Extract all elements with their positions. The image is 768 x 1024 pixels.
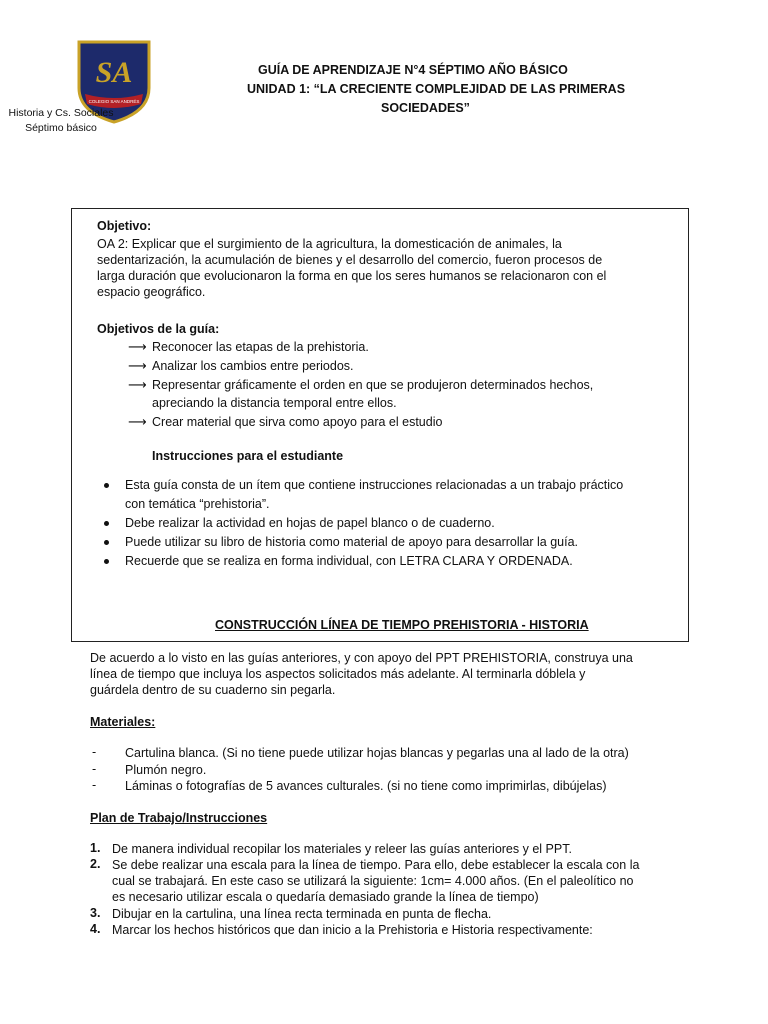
unit-title: UNIDAD 1: “LA CRECIENTE COMPLEJIDAD DE LAS PRIMERAS — [247, 82, 626, 96]
material-item: Láminas o fotografías de 5 avances culturales. (si no tiene como imprimirlas, dibújelas) — [125, 779, 607, 793]
dash-marker: - — [92, 745, 97, 759]
bullet-icon — [104, 559, 109, 564]
instruction-item: Puede utilizar su libro de historia como material de apoyo para desarrollar la guía. — [125, 535, 579, 549]
guide-objective-item: Analizar los cambios entre periodos. — [152, 359, 354, 373]
step-number: 2. — [90, 857, 101, 871]
material-item: Plumón negro. — [125, 763, 207, 777]
guide-objective-item: Crear material que sirva como apoyo para el estudio — [152, 415, 443, 429]
materials-heading: Materiales: — [90, 715, 156, 729]
grade-level: Séptimo básico — [25, 122, 97, 134]
objective-line: espacio geográfico. — [97, 285, 206, 299]
step-number: 3. — [90, 906, 101, 920]
bullet-icon — [104, 483, 109, 488]
instruction-item: Debe realizar la actividad en hojas de papel blanco o de cuaderno. — [125, 516, 495, 530]
objective-line: larga duración que evolucionaron la forma en que los seres humanos se relacionaron con el — [97, 269, 607, 283]
plan-step-line: Dibujar en la cartulina, una línea recta terminada en punta de flecha. — [112, 907, 492, 921]
instruction-item: Recuerde que se realiza en forma individual, con LETRA CLARA Y ORDENADA. — [125, 554, 573, 568]
dash-marker: - — [92, 762, 97, 776]
logo-letters: SA — [95, 56, 133, 89]
arrow-icon: ⟶ — [128, 414, 147, 429]
plan-step-line: Marcar los hechos históricos que dan inicio a la Prehistoria e Historia respectivamente: — [112, 923, 593, 937]
instructions-heading: Instrucciones para el estudiante — [152, 449, 344, 463]
bullet-icon — [104, 521, 109, 526]
step-number: 1. — [90, 841, 101, 855]
guide-objectives-heading: Objetivos de la guía: — [97, 322, 220, 336]
objective-line: sedentarización, la acumulación de bienes y el desarrollo del comercio, fueron procesos de — [97, 253, 603, 267]
intro-line: De acuerdo a lo visto en las guías anteriores, y con apoyo del PPT PREHISTORIA, construya una — [90, 651, 633, 665]
guide-objective-item: Representar gráficamente el orden en que se produjeron determinados hechos, — [152, 378, 594, 392]
bullet-icon — [104, 540, 109, 545]
arrow-icon: ⟶ — [128, 339, 147, 354]
material-item: Cartulina blanca. (Si no tiene puede utilizar hojas blancas y pegarlas una al lado de la otra) — [125, 746, 629, 760]
intro-line: guárdela dentro de su cuaderno sin pegarla. — [90, 683, 336, 697]
plan-heading: Plan de Trabajo/Instrucciones — [90, 811, 268, 825]
dash-marker: - — [92, 778, 97, 792]
objective-line: OA 2: Explicar que el surgimiento de la agricultura, la domesticación de animales, la — [97, 237, 562, 251]
guide-objective-item-continuation: apreciando la distancia temporal entre ellos. — [152, 396, 397, 410]
section-title: CONSTRUCCIÓN LÍNEA DE TIEMPO PREHISTORIA - HISTORIA — [215, 618, 589, 632]
arrow-icon: ⟶ — [128, 377, 147, 392]
plan-step-line: De manera individual recopilar los materiales y releer las guías anteriores y el PPT. — [112, 842, 572, 856]
plan-step-line: Se debe realizar una escala para la línea de tiempo. Para ello, debe establecer la escala con la — [112, 858, 640, 872]
intro-line: línea de tiempo que incluya los aspectos solicitados más adelante. Al terminarla dóblela y — [90, 667, 586, 681]
guide-title: GUÍA DE APRENDIZAJE N°4 SÉPTIMO AÑO BÁSICO — [258, 63, 568, 77]
instruction-item: Esta guía consta de un ítem que contiene instrucciones relacionadas a un trabajo práctico — [125, 478, 624, 492]
instruction-item-continuation: con temática “prehistoria”. — [125, 497, 270, 511]
subject-name: Historia y Cs. Sociales — [8, 107, 114, 119]
unit-title-continuation: SOCIEDADES” — [381, 101, 470, 115]
plan-step-line: cual se trabajará. En este caso se utilizará la siguiente: 1cm= 4.000 años. (En el paleolítico no — [112, 874, 634, 888]
plan-step-line: es necesario utilizar escala o quedaría demasiado grande la línea de tiempo) — [112, 890, 539, 904]
logo-ribbon-text: COLEGIO SAN ANDRÉS — [88, 99, 140, 104]
step-number: 4. — [90, 922, 101, 936]
objective-heading: Objetivo: — [97, 219, 152, 233]
arrow-icon: ⟶ — [128, 358, 147, 373]
guide-objective-item: Reconocer las etapas de la prehistoria. — [152, 340, 369, 354]
